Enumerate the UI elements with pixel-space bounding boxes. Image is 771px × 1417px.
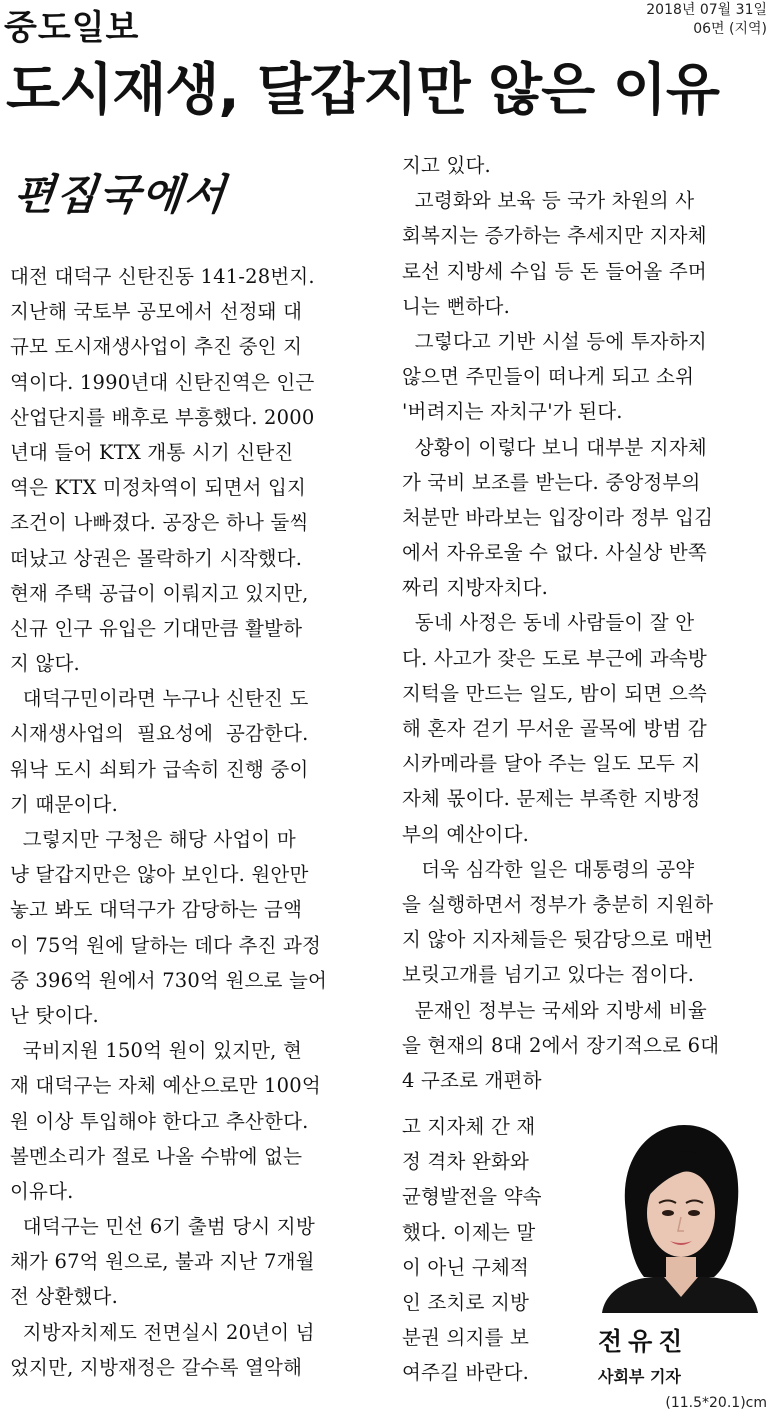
body-text-line: 기 때문이다. bbox=[10, 792, 118, 816]
body-text-line: 회복지는 증가하는 추세지만 지자체 bbox=[402, 224, 707, 248]
body-text-line: 을 현재의 8대 2에서 장기적으로 6대 bbox=[402, 1033, 720, 1057]
body-text-line: 상황이 이렇다 보니 대부분 지자체 bbox=[402, 435, 707, 459]
newspaper-name: 중도일보 bbox=[4, 8, 140, 48]
body-text-line: 고 지자체 간 재 bbox=[402, 1115, 536, 1138]
body-text-line: 지방자치제도 전면실시 20년이 넘 bbox=[10, 1320, 315, 1344]
body-text-line: 재 대덕구는 자체 예산으로만 100억 bbox=[10, 1074, 321, 1098]
right-eye bbox=[688, 1210, 700, 1216]
body-text-line: 전 상환했다. bbox=[10, 1285, 118, 1309]
body-text-line: 않으면 주민들이 떠나게 되고 소위 bbox=[402, 365, 695, 389]
body-column-right-narrow bbox=[402, 1109, 567, 1391]
body-text-line: 국비지원 150억 원이 있지만, 현 bbox=[10, 1039, 303, 1063]
body-text-line: 부의 예산이다. bbox=[402, 822, 530, 846]
body-text-line: 시재생사업의 필요성에 공감한다. bbox=[10, 722, 309, 746]
body-text-line: 규모 도시재생사업이 추진 중인 지 bbox=[10, 335, 303, 359]
body-text-line: 대덕구민이라면 누구나 신탄진 도 bbox=[10, 687, 309, 711]
body-text-line: 에서 자유로울 수 없다. 사실상 반쪽 bbox=[402, 541, 707, 565]
body-text-line: 다. 사고가 잦은 도로 부근에 과속방 bbox=[402, 646, 707, 670]
body-text-line: 균형발전을 약속 bbox=[402, 1185, 542, 1209]
body-text-line: 현재 주택 공급이 이뤄지고 있지만, bbox=[10, 581, 309, 605]
body-text-line: 그렇지만 구청은 해당 사업이 마 bbox=[10, 828, 296, 851]
body-text-line: 었지만, 지방재정은 갈수록 열악해 bbox=[10, 1355, 303, 1379]
body-text-line: 떠났고 상권은 몰락하기 시작했다. bbox=[10, 546, 303, 570]
body-text-line: 문재인 정부는 국세와 지방세 비율 bbox=[402, 998, 707, 1022]
body-text-line: 냥 달갑지만은 않아 보인다. 원안만 bbox=[10, 863, 309, 887]
body-text-line: 역은 KTX 미정차역이 되면서 입지 bbox=[10, 476, 307, 500]
body-text-line: 동네 사정은 동네 사람들이 잘 안 bbox=[402, 611, 695, 635]
body-text-line: 조건이 나빠졌다. 공장은 하나 둘씩 bbox=[10, 511, 309, 535]
body-text-line: 자체 몫이다. 문제는 부족한 지방정 bbox=[402, 787, 701, 811]
body-text-line: 처분만 바라보는 입장이라 정부 입김 bbox=[402, 505, 714, 529]
body-text-line: 그렇다고 기반 시설 등에 투자하지 bbox=[402, 329, 707, 353]
body-text-line: 역이다. 1990년대 신탄진역은 인근 bbox=[10, 370, 315, 394]
body-text-line: 시카메라를 달아 주는 일도 모두 지 bbox=[402, 752, 701, 776]
left-eye bbox=[662, 1210, 674, 1216]
body-text-line: 지난해 국토부 공모에서 선정돼 대 bbox=[10, 300, 303, 324]
body-text-line: 정 격차 완화와 bbox=[402, 1150, 530, 1174]
body-text-line: 고령화와 보육 등 국가 차원의 사 bbox=[402, 189, 695, 213]
article-size-note: (11.5*20.1)cm bbox=[665, 1395, 767, 1411]
body-text-line: 4 구조로 개편하 bbox=[402, 1068, 542, 1092]
body-text-line: 해 혼자 걷기 무서운 골목에 방범 감 bbox=[402, 717, 707, 740]
body-text-line: 여주길 바란다. bbox=[402, 1361, 530, 1385]
article-headline: 도시재생, 달갑지만 않은 이유 bbox=[6, 58, 719, 123]
body-text-line: 년대 들어 KTX 개통 시기 신탄진 bbox=[10, 440, 294, 464]
body-text-line: 을 실행하면서 정부가 충분히 지원하 bbox=[402, 892, 714, 916]
body-text-line: 인 조치로 지방 bbox=[402, 1290, 530, 1314]
body-text-line: 지턱을 만드는 일도, 밤이 되면 으쓱 bbox=[402, 681, 707, 705]
reporter-name: 전유진 bbox=[598, 1327, 689, 1356]
body-text-line: 신규 인구 유입은 기대만큼 활발하 bbox=[10, 616, 303, 640]
body-text-line: 지 않아 지자체들은 뒷감당으로 매번 bbox=[402, 928, 714, 952]
body-text-line: 이 75억 원에 달하는 데다 추진 과정 bbox=[10, 933, 322, 957]
body-text-line: 채가 67억 원으로, 불과 지난 7개월 bbox=[10, 1250, 315, 1274]
body-text-line: 분권 의지를 보 bbox=[402, 1326, 530, 1350]
reporter-title: 사회부 기자 bbox=[598, 1367, 681, 1386]
body-column-right bbox=[402, 148, 764, 1098]
body-text-line: 니는 뻔하다. bbox=[402, 294, 510, 318]
body-text-line: 난 탓이다. bbox=[10, 1003, 99, 1027]
body-text-line: 더욱 심각한 일은 대통령의 공약 bbox=[402, 857, 695, 881]
body-text-line: 볼멘소리가 절로 나올 수밖에 없는 bbox=[10, 1144, 303, 1168]
body-text-line: 놓고 봐도 대덕구가 감당하는 금액 bbox=[10, 898, 303, 922]
publication-date: 2018년 07월 31일 bbox=[646, 2, 767, 18]
body-text-line: 가 국비 보조를 받는다. 중앙정부의 bbox=[402, 470, 701, 494]
body-text-line: 지 않다. bbox=[10, 652, 80, 676]
body-text-line: 원 이상 투입해야 한다고 추산한다. bbox=[10, 1109, 309, 1133]
body-text-line: 지고 있다. bbox=[402, 154, 491, 177]
body-column-left bbox=[10, 259, 366, 1385]
body-text-line: 이유다. bbox=[10, 1179, 74, 1203]
body-text-line: 했다. 이제는 말 bbox=[402, 1220, 536, 1244]
body-text-line: 이 아닌 구체적 bbox=[402, 1255, 530, 1279]
body-text-line: 보릿고개를 넘기고 있다는 점이다. bbox=[402, 963, 695, 987]
body-text-line: 짜리 지방자치다. bbox=[402, 576, 549, 600]
body-text-line: 산업단지를 배후로 부흥했다. 2000 bbox=[10, 405, 315, 429]
body-text-line: '버려지는 자치구'가 된다. bbox=[402, 400, 623, 424]
column-title: 편집국에서 bbox=[11, 170, 230, 219]
body-text-line: 워낙 도시 쇠퇴가 급속히 진행 중이 bbox=[10, 757, 309, 781]
page-section: 06면 (지역) bbox=[693, 21, 767, 37]
publication-meta bbox=[646, 1, 767, 39]
reporter-photo bbox=[596, 1117, 762, 1313]
body-text-line: 로선 지방세 수입 등 돈 들어올 주머 bbox=[402, 259, 707, 283]
body-text-line: 중 396억 원에서 730억 원으로 늘어 bbox=[10, 968, 328, 992]
body-text-line: 대전 대덕구 신탄진동 141-28번지. bbox=[10, 265, 315, 288]
reporter-portrait-image bbox=[596, 1117, 762, 1313]
body-text-line: 대덕구는 민선 6기 출범 당시 지방 bbox=[10, 1215, 315, 1239]
